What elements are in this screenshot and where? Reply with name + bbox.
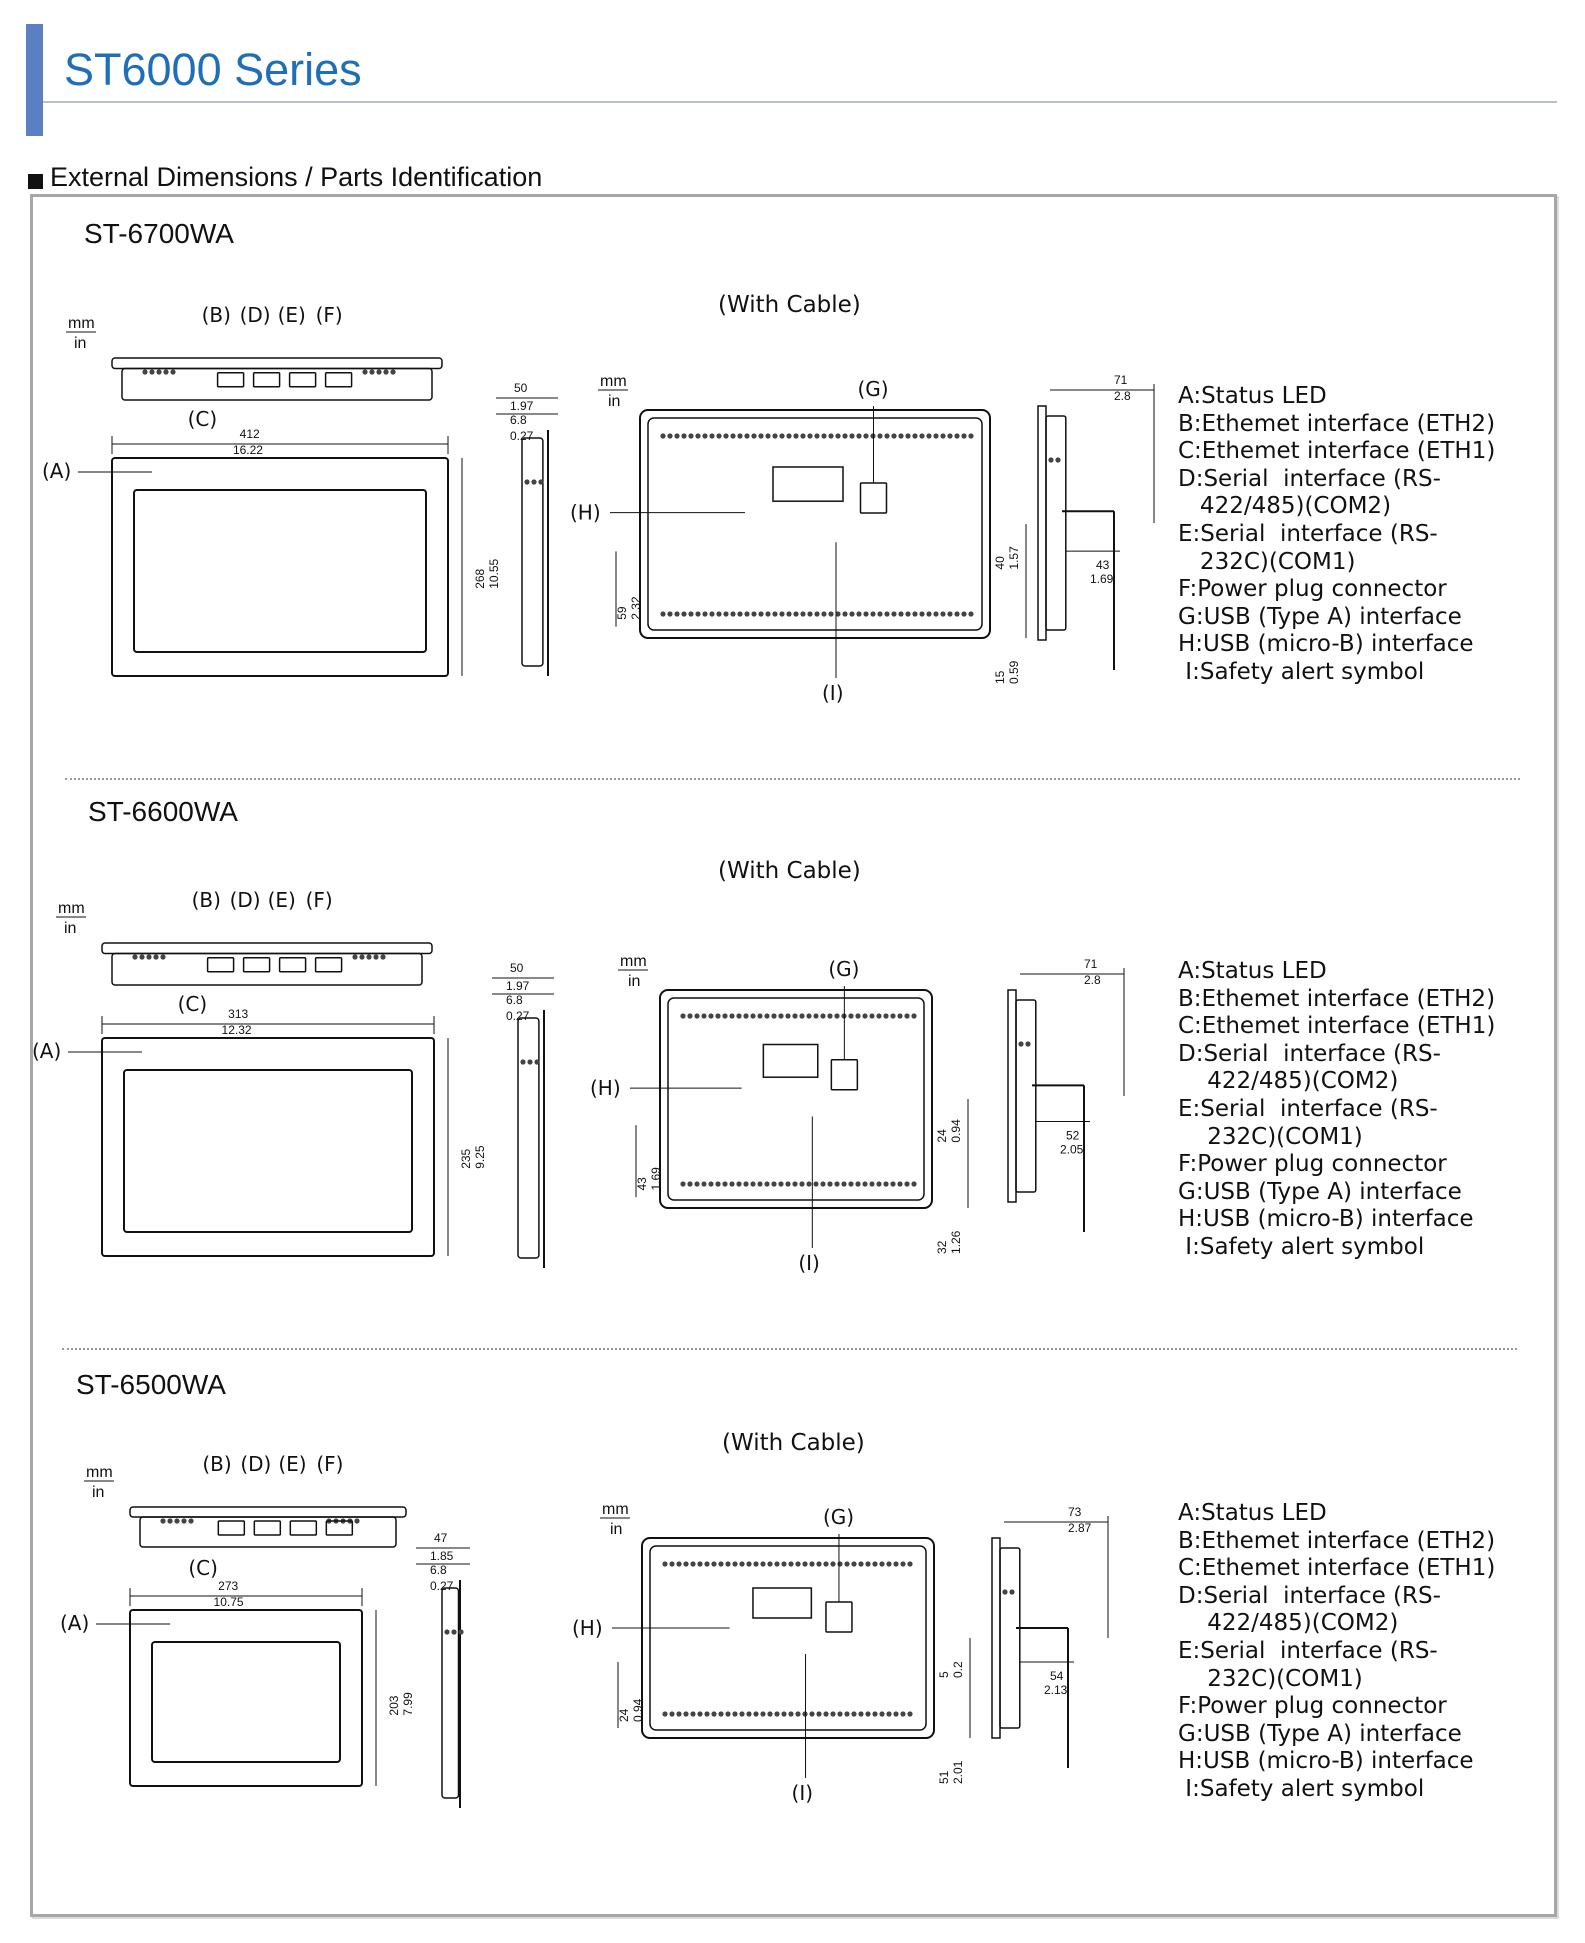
depth-mm: 47: [434, 1531, 448, 1545]
legend-item: C:Ethemet interface (ETH1): [1178, 1555, 1496, 1582]
callout-i: (I): [822, 681, 844, 705]
unit-mm-label: mm: [68, 315, 95, 332]
side-mm: 43: [1096, 558, 1110, 573]
legend-item: 422/485)(COM2): [1178, 1610, 1399, 1637]
callout-b: (B): [191, 888, 221, 912]
bottom-in: 1.26: [949, 1230, 963, 1254]
width-mm: 313: [228, 1007, 249, 1021]
section-separator: [62, 1348, 1517, 1350]
callout-h: (H): [590, 1076, 621, 1101]
legend-item: G:USB (Type A) interface: [1178, 603, 1462, 630]
cable-mm: 71: [1084, 957, 1098, 971]
height-mm: 203: [387, 1695, 401, 1716]
width-mm: 273: [218, 1579, 239, 1593]
callout-h: (H): [572, 1616, 603, 1640]
offset-h-mm: 24: [617, 1708, 631, 1722]
unit-mm-label: mm: [600, 373, 627, 390]
usb-a-port: [826, 1602, 852, 1632]
legend-item: E:Serial interface (RS-: [1178, 520, 1438, 547]
offset-g-in: 1.57: [1007, 546, 1021, 570]
legend-item: E:Serial interface (RS-: [1178, 1095, 1438, 1122]
legend-item: D:Serial interface (RS-: [1178, 1040, 1441, 1067]
unit-in-label: in: [64, 920, 77, 937]
width-in: 12.32: [221, 1023, 252, 1037]
offset-h-mm: 59: [615, 606, 629, 620]
unit-in-label: in: [92, 1484, 105, 1501]
legend-item: D:Serial interface (RS-: [1178, 465, 1441, 492]
callout-b: (B): [201, 303, 231, 327]
legend-item: I:Safety alert symbol: [1178, 658, 1425, 685]
legend-item: A:Status LED: [1178, 1500, 1327, 1526]
callout-e: (E): [267, 888, 296, 912]
unit-mm-label: mm: [620, 953, 647, 970]
panel-mm: 6.8: [506, 993, 523, 1007]
height-mm: 268: [473, 568, 487, 589]
callout-f: (F): [316, 1452, 344, 1476]
side-mm: 52: [1066, 1128, 1080, 1143]
unit-in-label: in: [628, 973, 641, 990]
unit-mm-label: mm: [602, 1501, 629, 1518]
legend-item: 232C)(COM1): [1178, 1123, 1363, 1150]
legend-item: D:Serial interface (RS-: [1178, 1582, 1441, 1609]
cable-in: 2.87: [1068, 1521, 1092, 1535]
bottom-mm: 32: [935, 1240, 949, 1254]
vent-hatch: [662, 1711, 912, 1716]
cable-in: 2.8: [1114, 389, 1131, 403]
offset-g-mm: 24: [935, 1129, 949, 1143]
rear-outer: [642, 1538, 934, 1738]
legend-item: 232C)(COM1): [1178, 1665, 1363, 1692]
callout-d: (D): [229, 888, 261, 912]
legend-item: E:Serial interface (RS-: [1178, 1637, 1438, 1664]
rear-label-area: [753, 1588, 811, 1618]
depth-mm: 50: [510, 961, 524, 975]
cable-mm: 73: [1068, 1505, 1082, 1519]
unit-in-label: in: [610, 1521, 623, 1538]
width-in: 16.22: [232, 443, 263, 457]
unit-in-label: in: [74, 335, 87, 352]
unit-mm-label: mm: [86, 1464, 113, 1481]
legend-item: A:Status LED: [1178, 958, 1327, 984]
bottom-mm: 51: [937, 1770, 951, 1784]
with-cable-label: (With Cable): [718, 858, 861, 884]
callout-f: (F): [315, 303, 343, 327]
rear-inner: [650, 1546, 926, 1730]
cable-in: 2.8: [1084, 973, 1101, 987]
offset-h-in: 0.94: [631, 1698, 645, 1722]
offset-h-in: 1.69: [649, 1167, 663, 1191]
with-cable-label: (With Cable): [718, 292, 861, 318]
legend-item: G:USB (Type A) interface: [1178, 1720, 1462, 1747]
callout-g: (G): [822, 1505, 855, 1529]
panel-mm: 6.8: [510, 413, 527, 427]
legend-item: 422/485)(COM2): [1178, 1068, 1399, 1095]
legend-item: B:Ethemet interface (ETH2): [1178, 1527, 1496, 1554]
callout-g: (G): [828, 957, 860, 981]
legend-item: A:Status LED: [1178, 383, 1327, 409]
callout-c: (C): [177, 992, 208, 1016]
callout-i: (I): [791, 1781, 814, 1805]
port-b: [218, 1521, 244, 1535]
unit-in-label: in: [608, 393, 621, 410]
port-d: [254, 1521, 280, 1535]
callout-c: (C): [188, 1556, 218, 1580]
callout-i: (I): [798, 1251, 820, 1275]
callout-d: (D): [239, 303, 271, 327]
rear-side-panel: [992, 1538, 1000, 1738]
callout-c: (C): [187, 407, 218, 431]
height-in: 7.99: [401, 1692, 415, 1716]
page-title: ST6000 Series: [64, 44, 362, 95]
side-view-body: [442, 1588, 459, 1798]
offset-g-mm: 5: [937, 1671, 951, 1678]
panel-in: 0.27: [430, 1579, 454, 1593]
depth-in: 1.97: [510, 399, 534, 413]
callout-g: (G): [857, 377, 889, 401]
width-in: 10.75: [213, 1595, 244, 1609]
legend-item: F:Power plug connector: [1178, 576, 1447, 603]
vent-hatch: [662, 1561, 912, 1566]
side-mm: 54: [1050, 1669, 1064, 1683]
legend-item: 422/485)(COM2): [1178, 493, 1392, 520]
side-in: 1.69: [1090, 572, 1114, 587]
section-separator: [65, 778, 1520, 780]
legend-item: I:Safety alert symbol: [1178, 1775, 1425, 1802]
front-display: [152, 1642, 340, 1762]
offset-g-in: 0.2: [951, 1661, 965, 1678]
legend-item: H:USB (micro-B) interface: [1178, 1748, 1474, 1775]
legend-item: 232C)(COM1): [1178, 548, 1356, 575]
legend-item: F:Power plug connector: [1178, 1693, 1447, 1720]
callout-a: (A): [60, 1611, 90, 1635]
height-mm: 235: [459, 1148, 473, 1169]
callout-d: (D): [240, 1452, 272, 1476]
model-name: ST-6500WA: [76, 1369, 226, 1400]
legend-item: C:Ethemet interface (ETH1): [1178, 1013, 1496, 1040]
width-mm: 412: [239, 427, 260, 441]
callout-b: (B): [202, 1452, 232, 1476]
cable-mm: 71: [1114, 373, 1128, 387]
bottom-in: 2.01: [951, 1760, 965, 1784]
callout-a: (A): [42, 459, 72, 483]
height-in: 10.55: [487, 558, 501, 589]
offset-h-in: 2.32: [629, 596, 643, 620]
vent-hatch: [1002, 1589, 1014, 1594]
top-view-bezel: [130, 1507, 406, 1517]
panel-in: 0.27: [510, 429, 534, 443]
vent-hatch: [160, 1518, 193, 1523]
rear-side-body: [1000, 1548, 1020, 1728]
offset-g-mm: 40: [993, 556, 1007, 570]
legend-item: G:USB (Type A) interface: [1178, 1178, 1462, 1205]
legend-item: I:Safety alert symbol: [1178, 1233, 1425, 1260]
legend-item: B:Ethemet interface (ETH2): [1178, 985, 1496, 1012]
front-bezel: [130, 1610, 362, 1786]
side-in: 2.05: [1060, 1142, 1084, 1157]
legend-item: B:Ethemet interface (ETH2): [1178, 410, 1496, 437]
legend-item: H:USB (micro-B) interface: [1178, 1206, 1474, 1233]
depth-in: 1.85: [430, 1549, 454, 1563]
offset-h-mm: 43: [635, 1177, 649, 1191]
panel-in: 0.27: [506, 1009, 530, 1023]
vent-hatch: [444, 1629, 463, 1634]
legend-item: C:Ethemet interface (ETH1): [1178, 438, 1496, 465]
depth-mm: 50: [514, 381, 528, 395]
legend-item: H:USB (micro-B) interface: [1178, 631, 1474, 658]
callout-f: (F): [305, 888, 333, 912]
callout-e: (E): [278, 1452, 307, 1476]
panel-mm: 6.8: [430, 1563, 447, 1577]
callout-a: (A): [32, 1039, 62, 1063]
section-title: External Dimensions / Parts Identification: [50, 162, 543, 192]
offset-g-in: 0.94: [949, 1119, 963, 1143]
model-name: ST-6700WA: [84, 218, 234, 249]
height-in: 9.25: [473, 1145, 487, 1169]
bottom-mm: 15: [993, 670, 1007, 684]
with-cable-label: (With Cable): [722, 1430, 865, 1456]
callout-h: (H): [570, 500, 601, 525]
callout-e: (E): [277, 303, 306, 327]
legend-item: F:Power plug connector: [1178, 1151, 1447, 1178]
side-in: 2.13: [1044, 1683, 1068, 1697]
port-e: [290, 1521, 316, 1535]
model-name: ST-6600WA: [88, 796, 238, 827]
unit-mm-label: mm: [58, 900, 85, 917]
depth-in: 1.97: [506, 979, 530, 993]
bottom-in: 0.59: [1007, 660, 1021, 684]
